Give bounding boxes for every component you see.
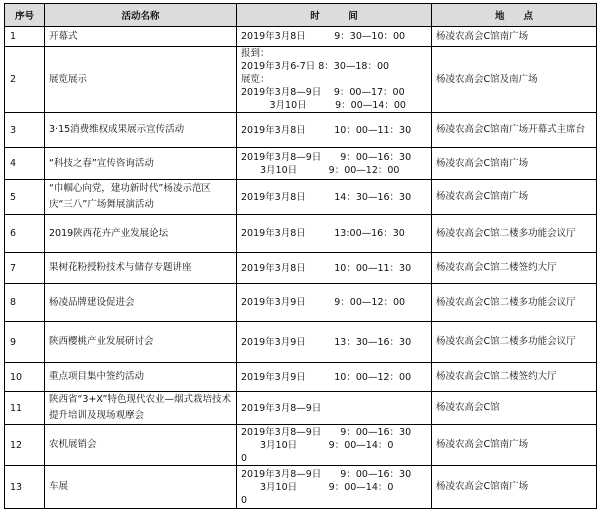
row-num: 11 [5,392,45,425]
header-time: 时 间 [237,4,432,27]
row-num: 1 [5,27,45,47]
row-location: 杨凌农高会C馆南广场开幕式主席台 [432,113,597,148]
row-name: “巾帼心向党，建功新时代”杨凌示范区庆“三八”广场舞展演活动 [45,180,237,215]
row-name: 开幕式 [45,27,237,47]
table-row [5,253,597,284]
row-time: 2019年3月8日 9：30—10：00 [237,27,432,47]
row-time: 2019年3月8日 10：00—11：30 [237,113,432,148]
table-row [5,47,597,113]
row-location: 杨凌农高会C馆二楼多功能会议厅 [432,284,597,322]
header-location: 地 点 [432,4,597,27]
row-time: 2019年3月8日 10：00—11：30 [237,253,432,284]
row-location: 杨凌农高会C馆南广场 [432,466,597,509]
header-num: 序号 [5,4,45,27]
row-num: 13 [5,466,45,509]
row-num: 12 [5,425,45,466]
table-row [5,215,597,253]
table-row [5,363,597,392]
row-num: 3 [5,113,45,148]
row-time: 2019年3月9日 13：30—16：30 [237,322,432,363]
row-num: 8 [5,284,45,322]
header-name: 活动名称 [45,4,237,27]
row-num: 9 [5,322,45,363]
row-location: 杨凌农高会C馆南广场 [432,148,597,180]
table-row [5,425,597,466]
row-location: 杨凌农高会C馆二楼多功能会议厅 [432,322,597,363]
row-location: 杨凌农高会C馆南广场 [432,27,597,47]
table-row [5,27,597,47]
header-row [5,4,597,27]
row-time: 报到： 2019年3月6-7日 8：30—18：00 展览： 2019年3月8—9日 9：00—17：00 3月10日 9：00—14：00 [237,47,432,113]
row-name: 3·15消费维权成果展示宣传活动 [45,113,237,148]
row-location: 杨凌农高会C馆及南广场 [432,47,597,113]
row-num: 4 [5,148,45,180]
row-name: 果树花粉授粉技术与储存专题讲座 [45,253,237,284]
row-name: “科技之春”宣传咨询活动 [45,148,237,180]
row-num: 7 [5,253,45,284]
row-time: 2019年3月9日 9：00—12：00 [237,284,432,322]
table-row [5,180,597,215]
row-location: 杨凌农高会C馆南广场 [432,180,597,215]
row-time: 2019年3月8—9日 9：00—16：30 3月10日 9：00—14：0 0 [237,466,432,509]
row-time: 2019年3月8—9日 9：00—16：30 3月10日 9：00—14：0 0 [237,425,432,466]
schedule-table [4,3,597,509]
row-time: 2019年3月8—9日 [237,392,432,425]
row-name: 农机展销会 [45,425,237,466]
row-name: 展览展示 [45,47,237,113]
row-name: 车展 [45,466,237,509]
table-row [5,148,597,180]
table-row [5,322,597,363]
row-num: 5 [5,180,45,215]
row-time: 2019年3月8日 13:00—16：30 [237,215,432,253]
row-location: 杨凌农高会C馆二楼签约大厅 [432,253,597,284]
row-num: 6 [5,215,45,253]
row-name: 陕西省“3+X”特色现代农业—烟式栽培技术提升培训及现场观摩会 [45,392,237,425]
row-location: 杨凌农高会C馆二楼签约大厅 [432,363,597,392]
row-name: 重点项目集中签约活动 [45,363,237,392]
row-location: 杨凌农高会C馆南广场 [432,425,597,466]
row-time: 2019年3月9日 10：00—12：00 [237,363,432,392]
table-row [5,113,597,148]
table-row [5,392,597,425]
row-location: 杨凌农高会C馆二楼多功能会议厅 [432,215,597,253]
row-num: 10 [5,363,45,392]
row-name: 陕西樱桃产业发展研讨会 [45,322,237,363]
table-row [5,284,597,322]
row-name: 2019陕西花卉产业发展论坛 [45,215,237,253]
row-location: 杨凌农高会C馆 [432,392,597,425]
row-time: 2019年3月8—9日 9：00—16：30 3月10日 9：00—12：00 [237,148,432,180]
row-time: 2019年3月8日 14：30—16：30 [237,180,432,215]
row-num: 2 [5,47,45,113]
row-name: 杨凌品牌建设促进会 [45,284,237,322]
table-row [5,466,597,509]
